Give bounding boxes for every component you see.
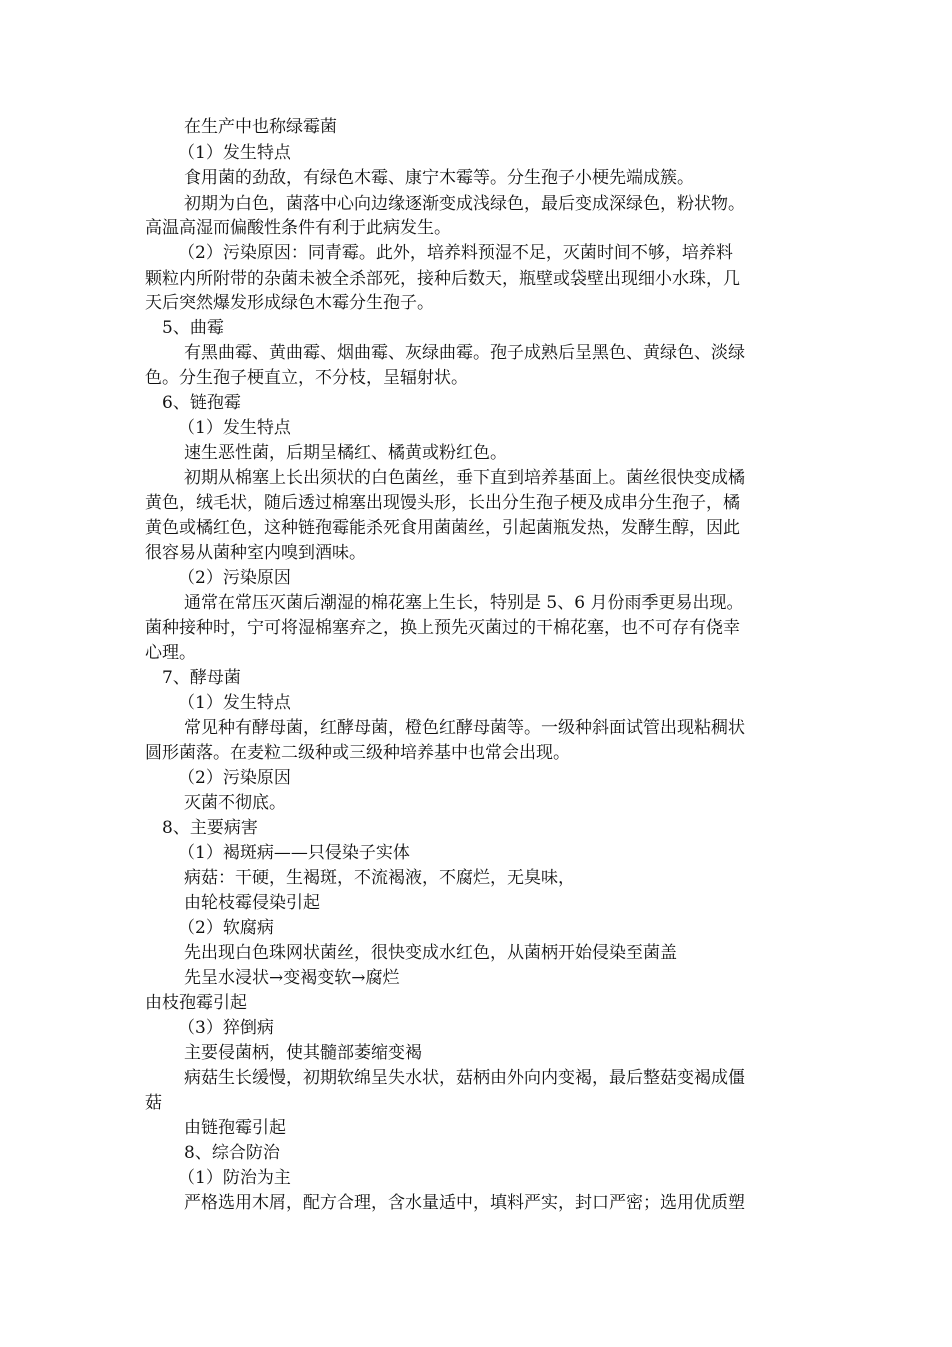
paragraph-line: 有黑曲霉、黄曲霉、烟曲霉、灰绿曲霉。孢子成熟后呈黑色、黄绿色、淡绿 [184,343,745,363]
subheading: （2）污染原因 [178,568,291,588]
subheading: （2）污染原因 [178,768,291,788]
paragraph-line: 颗粒内所附带的杂菌未被全杀部死，接种后数天，瓶壁或袋壁出现细小水珠，几 [145,269,740,289]
paragraph-line: 心理。 [145,643,196,663]
subheading: （1）发生特点 [178,693,291,713]
paragraph-line: 很容易从菌种室内嗅到酒味。 [145,543,366,563]
paragraph-line: 高温高湿而偏酸性条件有利于此病发生。 [145,218,451,238]
paragraph-line: 病菇生长缓慢，初期软绵呈失水状，菇柄由外向内变褐，最后整菇变褐成僵 [184,1068,745,1088]
section-heading: 5、曲霉 [162,318,224,338]
paragraph-line: 黄色或橘红色，这种链孢霉能杀死食用菌菌丝，引起菌瓶发热，发酵生醇，因此 [145,518,740,538]
subheading: （1）褐斑病——只侵染子实体 [178,843,410,863]
subheading: （1）防治为主 [178,1168,291,1188]
paragraph-line: 先出现白色珠网状菌丝，很快变成水红色，从菌柄开始侵染至菌盖 [184,943,677,963]
subheading: （3）猝倒病 [178,1018,274,1038]
paragraph-line: 初期从棉塞上长出须状的白色菌丝，垂下直到培养基面上。菌丝很快变成橘 [184,468,745,488]
paragraph-line: 速生恶性菌，后期呈橘红、橘黄或粉红色。 [184,443,507,463]
section-heading: 8、综合防治 [184,1143,280,1163]
paragraph-line: 食用菌的劲敌，有绿色木霉、康宁木霉等。分生孢子小梗先端成簇。 [184,168,694,188]
paragraph-line: 菌种接种时，宁可将湿棉塞弃之，换上预先灭菌过的干棉花塞，也不可存有侥幸 [145,618,740,638]
paragraph-line: 菇 [145,1093,162,1113]
paragraph-line: 由链孢霉引起 [184,1118,286,1138]
subheading: （1）发生特点 [178,143,291,163]
paragraph-line: 天后突然爆发形成绿色木霉分生孢子。 [145,293,434,313]
paragraph-line: 由轮枝霉侵染引起 [184,893,320,913]
paragraph-line: 常见种有酵母菌，红酵母菌，橙色红酵母菌等。一级种斜面试管出现粘稠状 [184,718,745,738]
paragraph-line: 严格选用木屑，配方合理，含水量适中，填料严实，封口严密；选用优质塑 [184,1193,745,1213]
paragraph-line: 黄色，绒毛状，随后透过棉塞出现馒头形，长出分生孢子梗及成串分生孢子，橘 [145,493,740,513]
subheading: （2）软腐病 [178,918,274,938]
paragraph-line: 病菇：干硬，生褐斑，不流褐液，不腐烂，无臭味， [184,868,575,888]
paragraph-line: 通常在常压灭菌后潮湿的棉花塞上生长，特别是 5、6 月份雨季更易出现。 [184,593,744,613]
paragraph-line: 灭菌不彻底。 [184,793,286,813]
paragraph-line: 初期为白色，菌落中心向边缘逐渐变成浅绿色，最后变成深绿色，粉状物。 [184,194,745,214]
section-heading: 8、主要病害 [162,818,258,838]
subheading: （1）发生特点 [178,418,291,438]
section-heading: 7、酵母菌 [162,668,241,688]
paragraph-line: （2）污染原因：同青霉。此外，培养料预湿不足，灭菌时间不够，培养料 [178,243,733,263]
paragraph-line: 圆形菌落。在麦粒二级种或三级种培养基中也常会出现。 [145,743,570,763]
paragraph-line: 先呈水浸状→变褐变软→腐烂 [184,968,400,988]
paragraph-line: 色。分生孢子梗直立，不分枝，呈辐射状。 [145,368,468,388]
paragraph-line: 主要侵菌柄，使其髓部萎缩变褐 [184,1043,422,1063]
paragraph-line: 由枝孢霉引起 [145,993,247,1013]
text-line: 在生产中也称绿霉菌 [184,117,337,137]
section-heading: 6、链孢霉 [162,393,241,413]
